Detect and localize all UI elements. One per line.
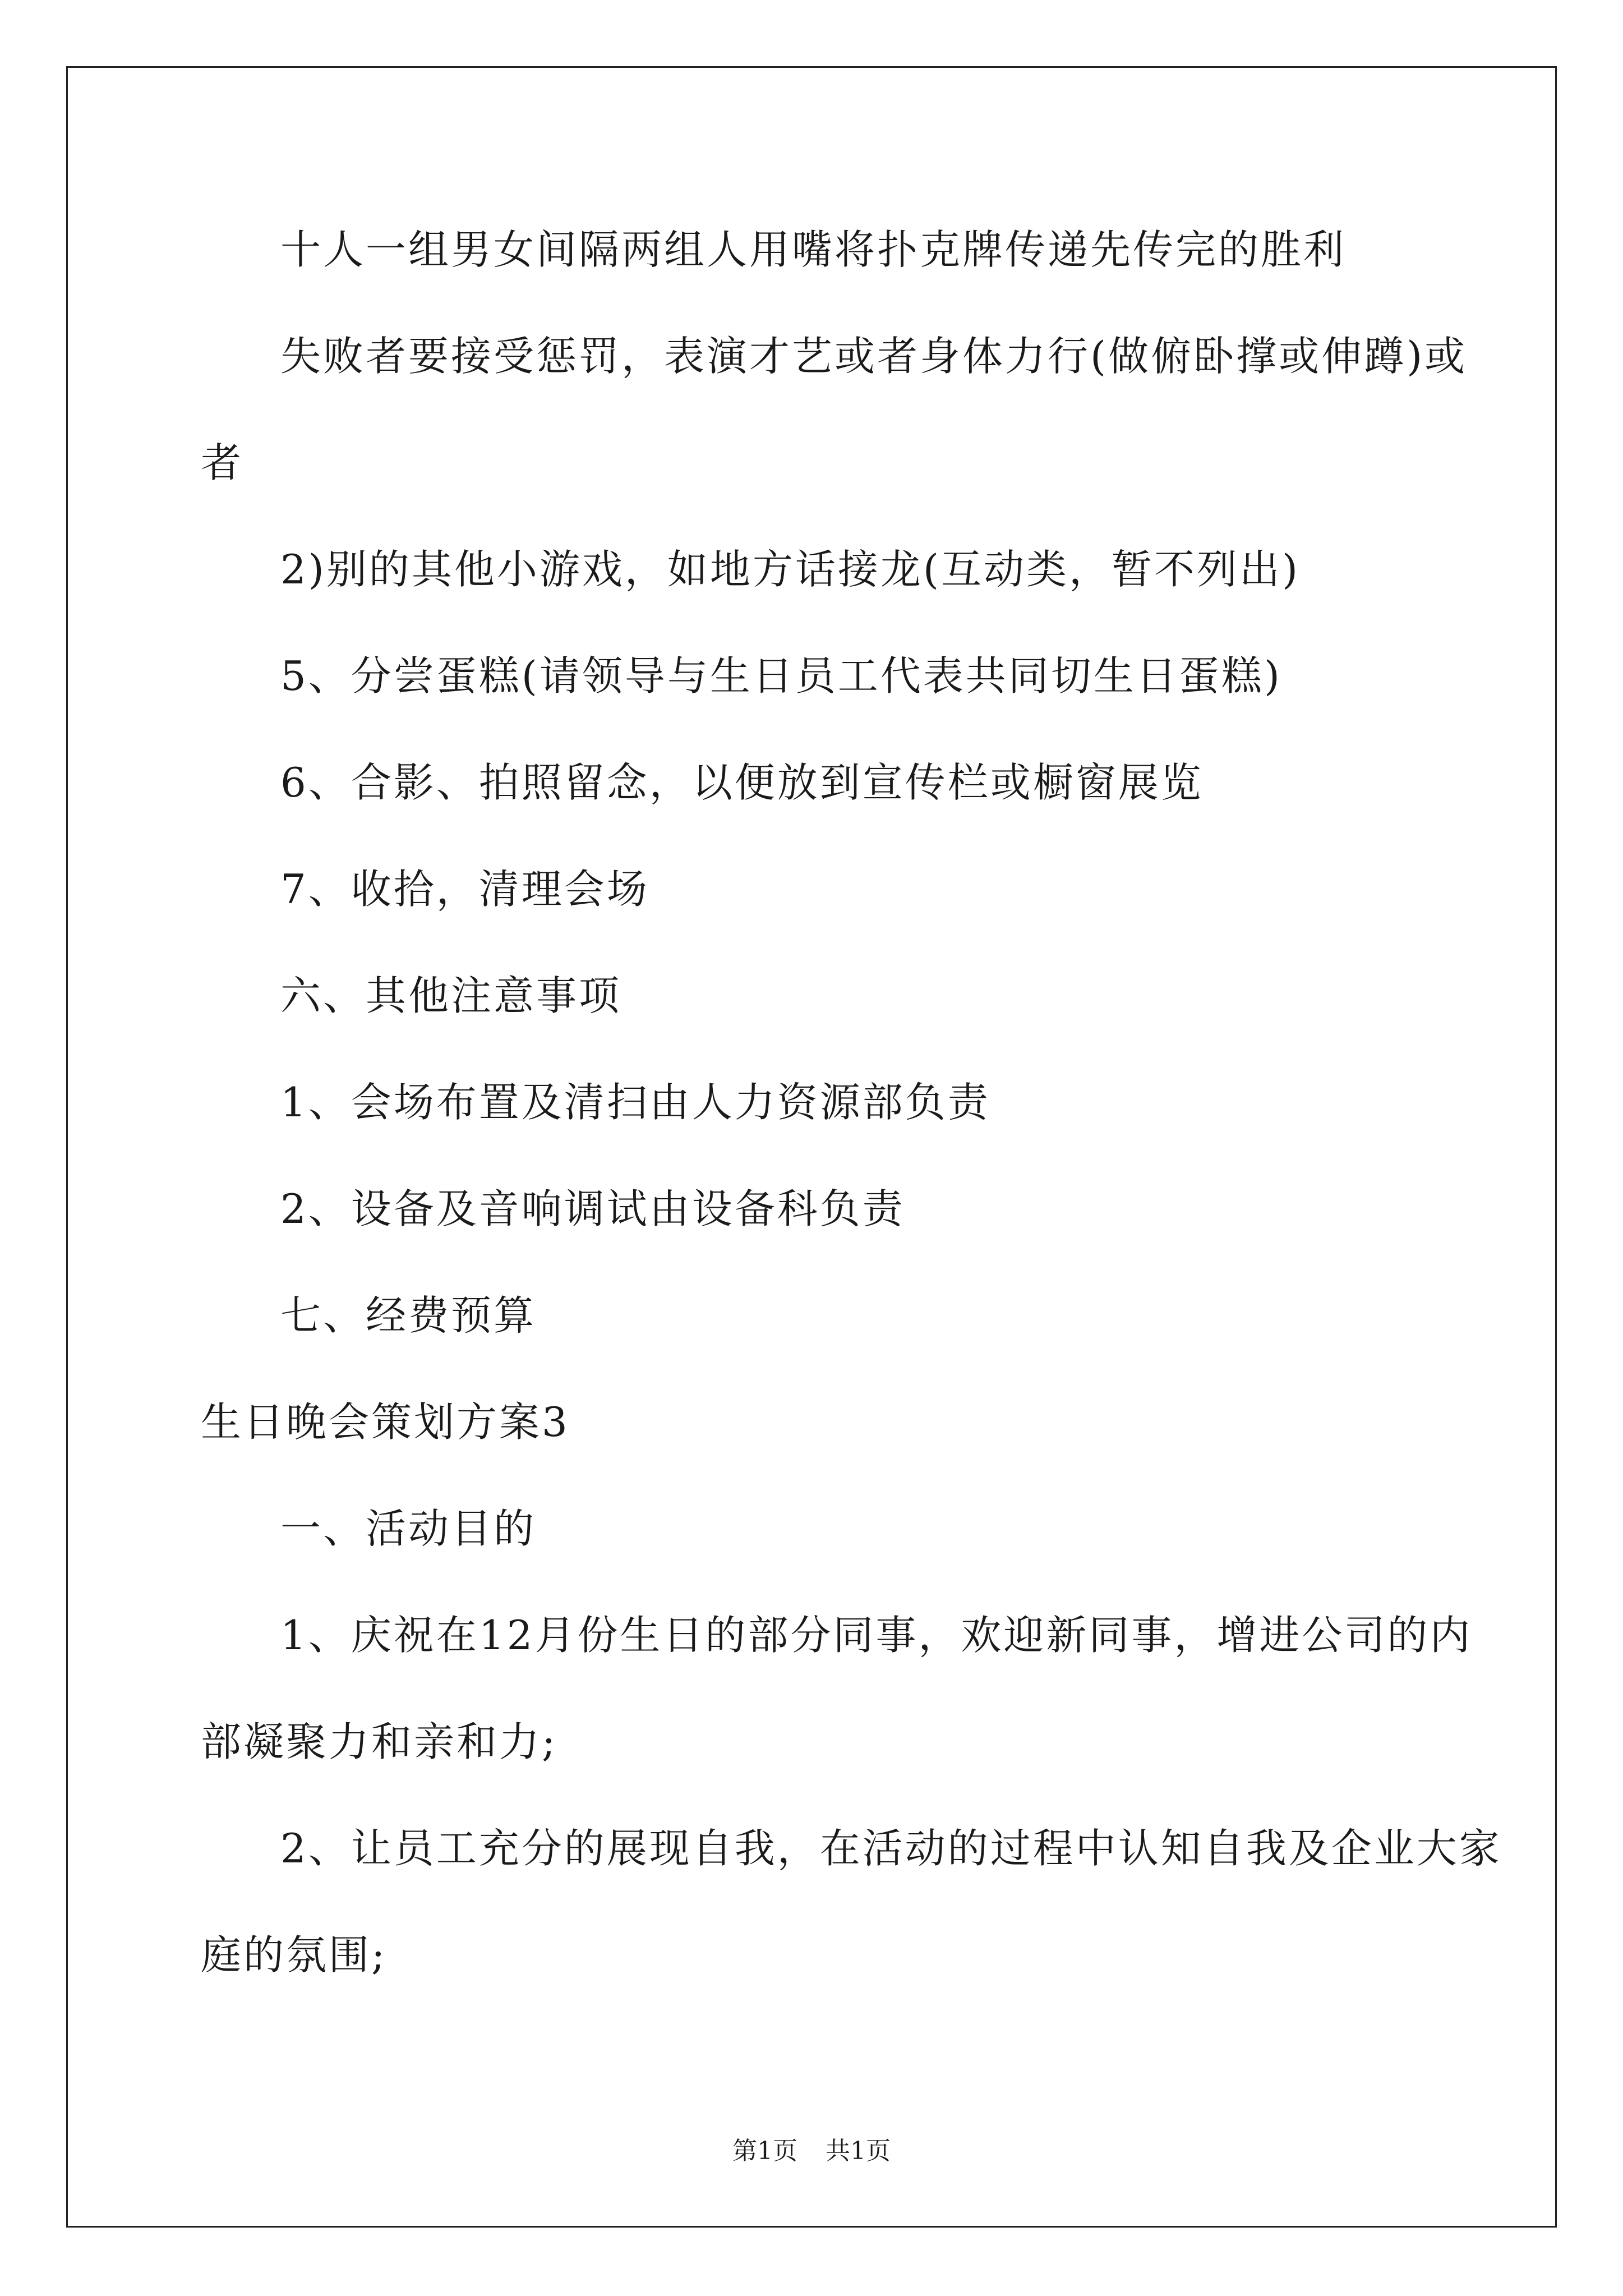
paragraph-continuation: 部凝聚力和亲和力; bbox=[201, 1718, 558, 1765]
page-border bbox=[66, 66, 1557, 2228]
page-number: 第1页 bbox=[732, 2137, 797, 2165]
paragraph: 1、会场布置及清扫由人力资源部负责 bbox=[280, 1079, 990, 1126]
paragraph: 1、庆祝在12月份生日的部分同事，欢迎新同事，增进公司的内 bbox=[280, 1612, 1473, 1659]
section-heading: 一、活动目的 bbox=[280, 1505, 537, 1552]
section-heading: 七、经费预算 bbox=[280, 1292, 537, 1339]
paragraph: 5、分尝蛋糕(请领导与生日员工代表共同切生日蛋糕) bbox=[280, 652, 1282, 700]
paragraph: 6、合影、拍照留念，以便放到宣传栏或橱窗展览 bbox=[280, 759, 1204, 806]
paragraph: 十人一组男女间隔两组人用嘴将扑克牌传递先传完的胜利 bbox=[280, 226, 1347, 273]
paragraph: 2、设备及音响调试由设备科负责 bbox=[280, 1185, 905, 1232]
paragraph: 2、让员工充分的展现自我，在活动的过程中认知自我及企业大家 bbox=[280, 1825, 1502, 1872]
section-heading: 六、其他注意事项 bbox=[280, 972, 622, 1019]
document-title: 生日晚会策划方案3 bbox=[201, 1398, 570, 1446]
paragraph-continuation: 者 bbox=[201, 439, 244, 486]
paragraph-continuation: 庭的氛围; bbox=[201, 1931, 388, 1978]
page-total: 共1页 bbox=[826, 2137, 891, 2165]
paragraph: 7、收拾，清理会场 bbox=[280, 866, 649, 913]
paragraph: 失败者要接受惩罚，表演才艺或者身体力行(做俯卧撑或伸蹲)或 bbox=[280, 333, 1468, 380]
paragraph: 2)别的其他小游戏，如地方话接龙(互动类，暂不列出) bbox=[280, 546, 1301, 593]
page-footer bbox=[0, 2134, 1623, 2168]
